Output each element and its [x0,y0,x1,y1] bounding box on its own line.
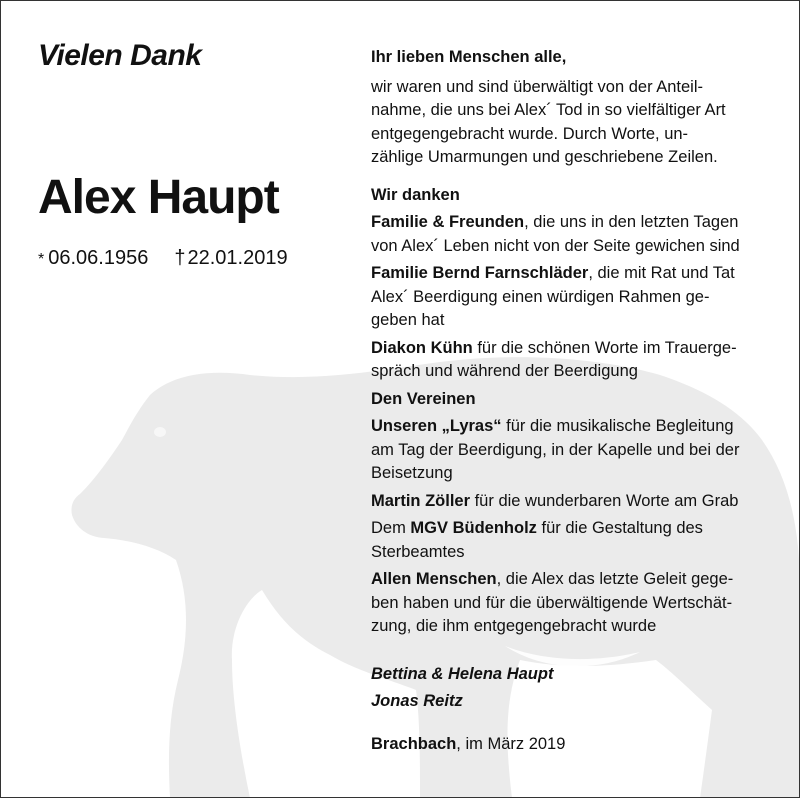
entry-text: für die wunderbaren Worte am Grab [470,491,739,510]
birth-date: 06.06.1956 [48,247,149,269]
thanks-entry: Familie & Freunden, die uns in den letzten Tagen von Alex´ Leben nicht von der Seite gewichen sind [371,213,740,255]
entry-bold: Den Vereinen [371,389,476,408]
thanks-entry: Diakon Kühn für die schönen Worte im Trauerge- spräch und während der Beerdigung [371,338,737,380]
signers [371,661,771,715]
entry-bold: MGV Büdenholz [410,519,537,537]
thanks-entry: Familie Bernd Farnschläder, die mit Rat und Tat Alex´ Beerdigung einen würdigen Rahmen ge- geben hat [371,264,735,329]
entry-bold: Allen Menschen [371,570,497,588]
death-cross-icon: † [174,247,186,269]
greeting: Ihr lieben Menschen alle, [371,48,567,66]
thanks-entry [371,490,771,514]
intro-paragraph: wir waren und sind überwältigt von der Anteil- nahme, die uns bei Alex´ Tod in so vielfältiger Art entgegengebracht wurde. Durch Worte, un- zählige Umarmungen und geschriebene Zeilen. [371,77,726,166]
date-text: , im März 2019 [456,734,566,753]
signer-name: Bettina & Helena Haupt [371,664,554,683]
thanks-entry [371,388,771,412]
deceased-name: Alex Haupt [38,171,279,224]
thanks-heading: Wir danken [371,185,460,204]
signer-name: Jonas Reitz [371,691,463,710]
birth-star-icon: * [38,251,45,268]
entry-bold: Martin Zöller [371,491,471,510]
place-date [371,733,771,757]
left-column [38,36,338,76]
page-heading: Vielen Dank [38,39,202,72]
entry-bold: Familie Bernd Farnschläder [371,264,589,282]
place-name: Brachbach [371,734,457,753]
thanks-text-column [371,46,771,756]
thanks-entry: Dem MGV Büdenholz für die Gestaltung des Sterbeamtes [371,519,703,561]
life-dates [38,244,288,274]
thanks-entry: Allen Menschen, die Alex das letzte Geleit gege- ben haben und für die überwältigende Wertschät- zung, die ihm entgegengebracht wurde [371,570,734,635]
entry-bold: Diakon Kühn [371,338,473,357]
entry-bold: Unseren „Lyras“ [371,417,502,435]
entry-bold: Familie & Freunden [371,213,525,231]
death-date: 22.01.2019 [187,247,288,269]
thanks-entry: Unseren „Lyras“ für die musikalische Begleitung am Tag der Beerdigung, in der Kapelle und bei der Beisetzung [371,417,740,482]
entry-prefix: Dem [371,519,411,537]
